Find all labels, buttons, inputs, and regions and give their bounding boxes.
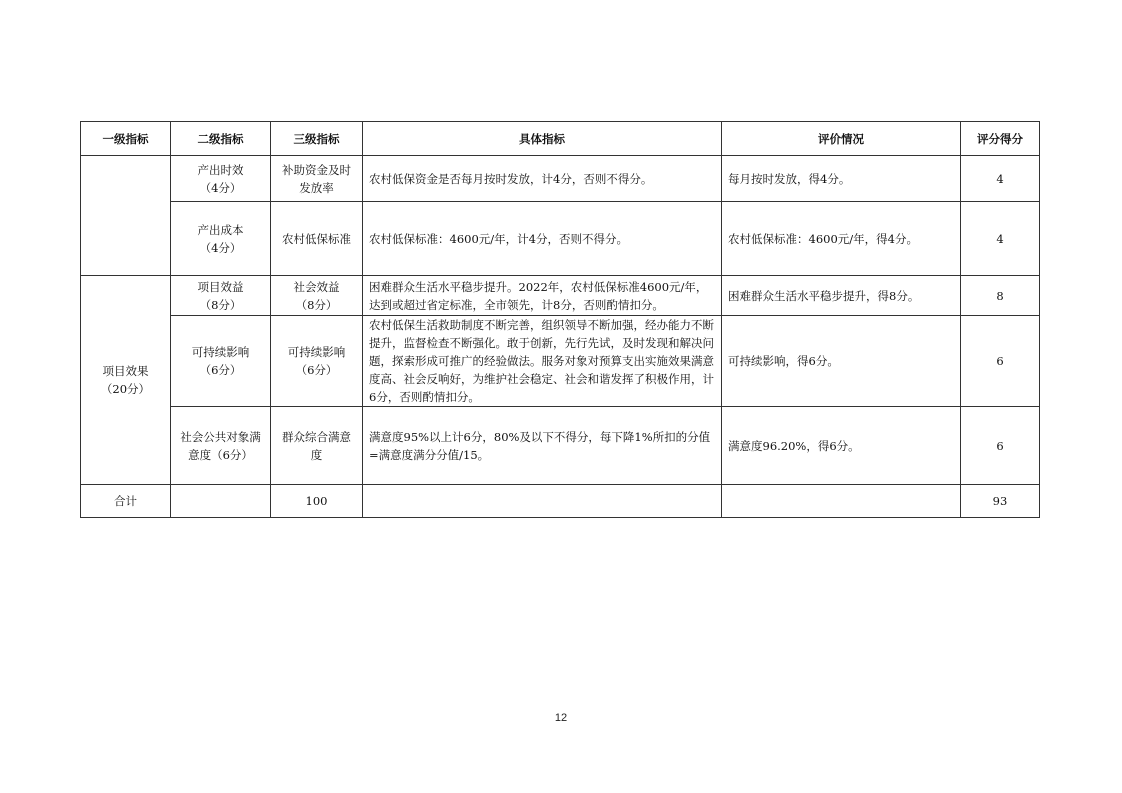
cell-score: 6 bbox=[961, 407, 1040, 485]
table-row bbox=[81, 156, 1040, 202]
cell-level3: 可持续影响 （6分） bbox=[271, 316, 363, 407]
header-level1: 一级指标 bbox=[81, 122, 171, 156]
cell-evaluation: 农村低保标准：4600元/年，得4分。 bbox=[722, 202, 961, 276]
cell-level2: 产出成本 （4分） bbox=[171, 202, 271, 276]
page-number: 12 bbox=[554, 712, 568, 724]
cell-level3: 群众综合满意 度 bbox=[271, 407, 363, 485]
cell-detail: 农村低保生活救助制度不断完善，组织领导不断加强，经办能力不断提升，监督检查不断强化。敢于创新，先行先试，及时发现和解决问题，探索形成可推广的经验做法。服务对象对预算支出实施效果满意度高、社会反响好，为维护社会稳定、社会和谐发挥了积极作用，计6分，否则酌情扣分。 bbox=[363, 316, 722, 407]
cell-evaluation: 可持续影响，得6分。 bbox=[722, 316, 961, 407]
total-level2 bbox=[171, 485, 271, 518]
cell-level3: 补助资金及时 发放率 bbox=[271, 156, 363, 202]
total-detail bbox=[363, 485, 722, 518]
cell-level2: 项目效益 （8分） bbox=[171, 276, 271, 316]
table-header-row bbox=[81, 122, 1040, 156]
header-score: 评分得分 bbox=[961, 122, 1040, 156]
cell-evaluation: 困难群众生活水平稳步提升，得8分。 bbox=[722, 276, 961, 316]
cell-level1-blank bbox=[81, 156, 171, 276]
total-score: 93 bbox=[961, 485, 1040, 518]
cell-evaluation: 每月按时发放，得4分。 bbox=[722, 156, 961, 202]
total-row bbox=[81, 485, 1040, 518]
header-evaluation: 评价情况 bbox=[722, 122, 961, 156]
cell-evaluation: 满意度96.20%，得6分。 bbox=[722, 407, 961, 485]
cell-score: 4 bbox=[961, 156, 1040, 202]
table-row bbox=[81, 202, 1040, 276]
cell-score: 6 bbox=[961, 316, 1040, 407]
cell-level3: 社会效益 （8分） bbox=[271, 276, 363, 316]
cell-level2: 产出时效 （4分） bbox=[171, 156, 271, 202]
cell-score: 4 bbox=[961, 202, 1040, 276]
header-level2: 二级指标 bbox=[171, 122, 271, 156]
cell-detail: 困难群众生活水平稳步提升。2022年，农村低保标准4600元/年，达到或超过省定标准，全市领先，计8分，否则酌情扣分。 bbox=[363, 276, 722, 316]
header-detail: 具体指标 bbox=[363, 122, 722, 156]
cell-detail: 农村低保标准：4600元/年，计4分，否则不得分。 bbox=[363, 202, 722, 276]
cell-level3: 农村低保标准 bbox=[271, 202, 363, 276]
cell-detail: 农村低保资金是否每月按时发放，计4分，否则不得分。 bbox=[363, 156, 722, 202]
total-evaluation bbox=[722, 485, 961, 518]
cell-level2: 社会公共对象满意度（6分） bbox=[171, 407, 271, 485]
table-row bbox=[81, 316, 1040, 407]
cell-score: 8 bbox=[961, 276, 1040, 316]
table-row bbox=[81, 276, 1040, 316]
header-level3: 三级指标 bbox=[271, 122, 363, 156]
table-row bbox=[81, 407, 1040, 485]
cell-level1: 项目效果 （20分） bbox=[81, 276, 171, 485]
cell-detail: 满意度95%以上计6分，80%及以下不得分，每下降1%所扣的分值=满意度满分分值/15。 bbox=[363, 407, 722, 485]
evaluation-table bbox=[80, 121, 1040, 518]
total-points: 100 bbox=[271, 485, 363, 518]
cell-level2: 可持续影响 （6分） bbox=[171, 316, 271, 407]
total-label: 合计 bbox=[81, 485, 171, 518]
